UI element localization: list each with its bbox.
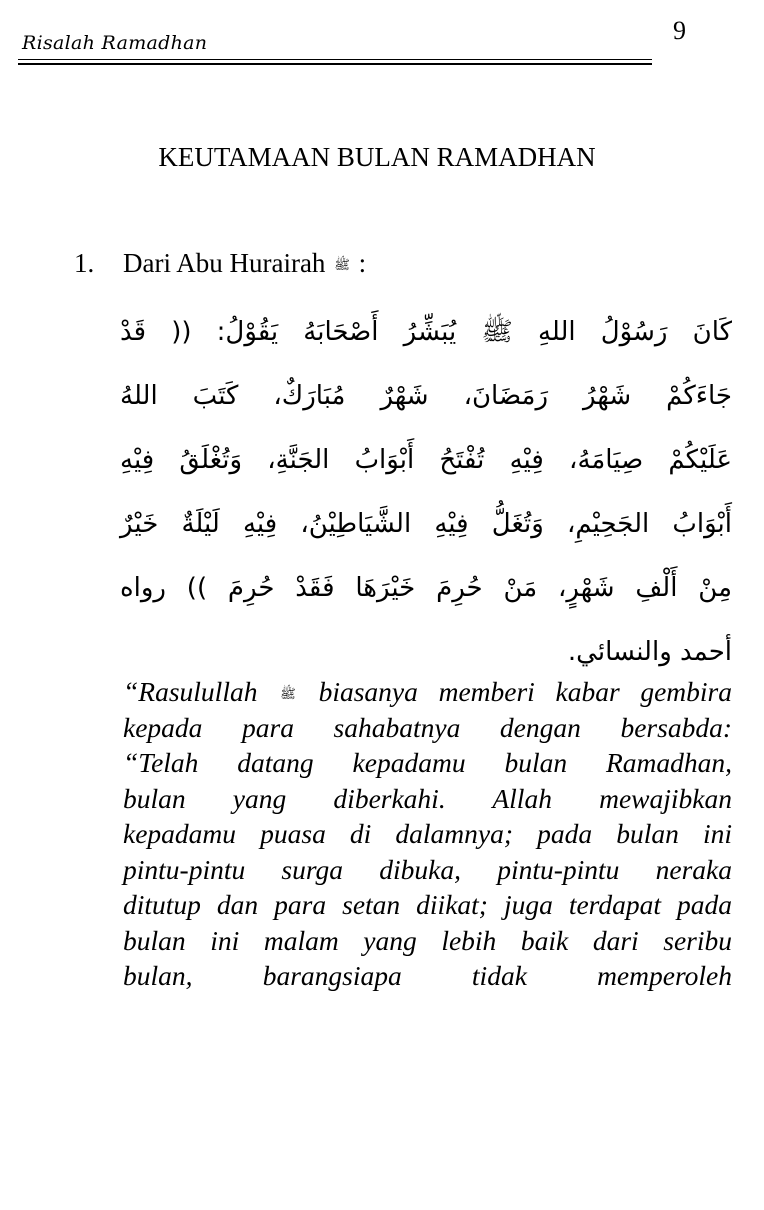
list-item-number: 1.	[74, 248, 95, 278]
translation-line: kepada para sahabatnya dengan bersabda:	[123, 711, 732, 743]
page-number: 9	[673, 16, 686, 45]
hadith-narrator-heading	[123, 248, 366, 279]
translation-line: bulan, barangsiapa tidak memperoleh	[123, 960, 732, 991]
arabic-line: أحمد والنسائي.	[567, 637, 732, 667]
translation-line: pintu-pintu surga dibuka, pintu-pintu neraka	[123, 853, 732, 885]
translation-text: biasanya memberi kabar gembira	[318, 676, 733, 707]
arabic-line: أَبْوَابُ الجَحِيْمِ، وَتُغَلُّ فِيْهِ الشَّيَاطِيْنُ، فِيْهِ لَيْلَةٌ خَيْرٌ	[120, 509, 732, 539]
chapter-title-text: KEUTAMAAN BULAN RAMADHAN	[158, 142, 596, 172]
translation-line: ditutup dan para setan diikat; juga terdapat pada	[123, 889, 732, 920]
header-rule-thick	[18, 63, 652, 65]
arabic-line: جَاءَكُمْ شَهْرُ رَمَضَانَ، شَهْرٌ مُبَارَكٌ، كَتَبَ اللهُ	[120, 381, 732, 411]
translation-line: kepadamu puasa di dalamnya; pada bulan ini	[123, 818, 732, 849]
arabic-line: كَانَ رَسُوْلُ اللهِ ﷺ يُبَشِّرُ أَصْحَابَهُ يَقُوْلُ: (( قَدْ	[120, 317, 732, 347]
translation-line: bulan ini malam yang lebih baik dari seribu	[123, 924, 732, 956]
narrator-text: Dari Abu Hurairah	[123, 248, 326, 278]
honorific-glyph: ﷺ	[280, 687, 296, 702]
arabic-line: عَلَيْكُمْ صِيَامَهُ، فِيْهِ تُفْتَحُ أَبْوَابُ الجَنَّةِ، وَتُغْلَقُ فِيْهِ	[120, 445, 732, 475]
hadith-arabic-text	[120, 300, 732, 684]
heading-colon: :	[358, 248, 367, 278]
translation-line	[123, 674, 732, 710]
arabic-line: مِنْ أَلْفِ شَهْرٍ، مَنْ حُرِمَ خَيْرَهَا فَقَدْ حُرِمَ )) رواه	[120, 573, 732, 603]
header-rule-thin	[18, 59, 652, 60]
honorific-glyph: ﷺ	[334, 258, 350, 273]
hadith-translation	[123, 674, 732, 994]
translation-line: bulan yang diberkahi. Allah mewajibkan	[123, 782, 732, 814]
chapter-title	[0, 142, 764, 173]
running-title: Risalah Ramadhan	[22, 32, 208, 54]
translation-text: “Rasulullah	[123, 676, 258, 707]
translation-line: “Telah datang kepadamu bulan Ramadhan,	[123, 747, 732, 778]
